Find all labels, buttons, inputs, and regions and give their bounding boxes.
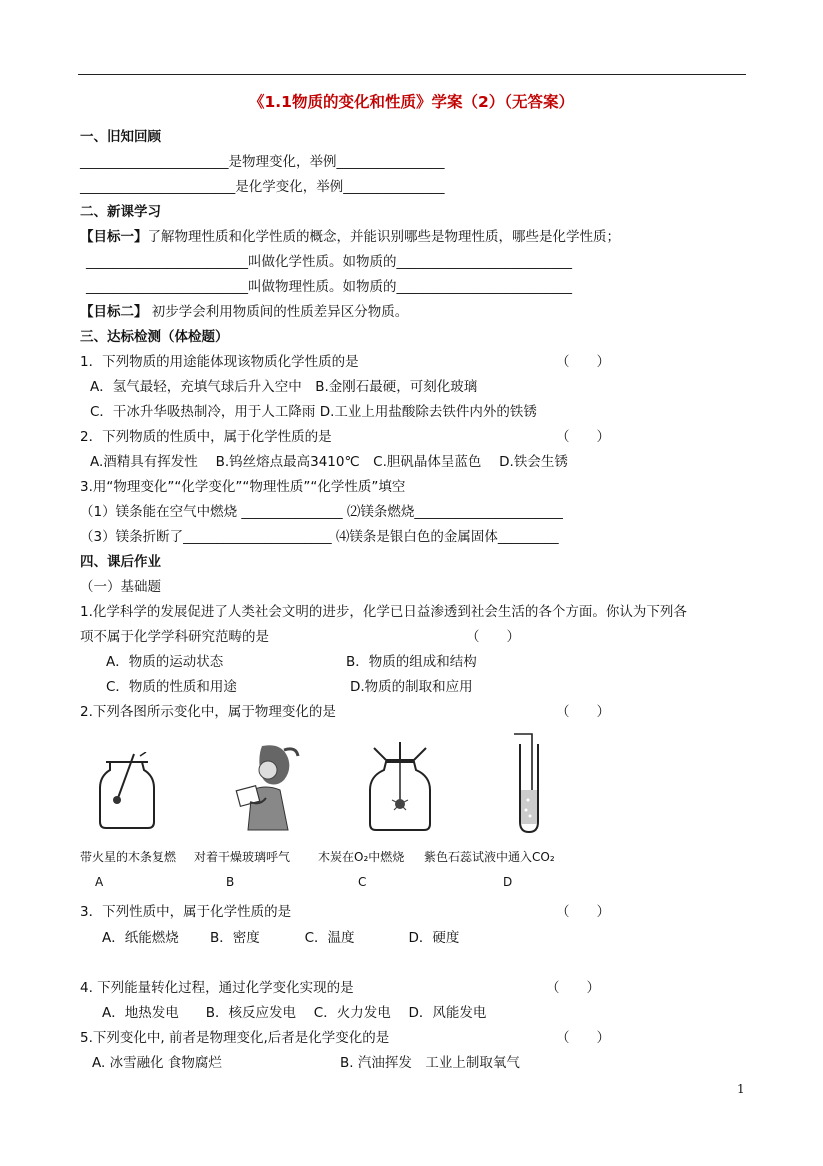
goal-1 (80, 228, 620, 246)
s3-q1: 1．下列物质的用途能体现该物质化学性质的是 (80, 354, 359, 370)
figure-a-splint-jar (92, 752, 162, 832)
s3-q2-paren: （ ） (556, 429, 610, 445)
section-1-heading: 一、旧知回顾 (80, 129, 161, 145)
s4-q5: 5.下列变化中, 前者是物理变化,后者是化学变化的是 (80, 1030, 390, 1046)
s4-q1-option-d: D.物质的制取和应用 (350, 679, 473, 695)
figure-b-caption: 对着干燥玻璃呼气 (194, 850, 291, 864)
s3-q3: 3.用“物理变化”“化学变化”“物理性质”“化学性质”填空 (80, 479, 406, 495)
goal-1-text: 了解物理性质和化学性质的概念，并能识别哪些是物理性质，哪些是化学性质； (147, 229, 620, 245)
s4-q1-line-1: 1.化学科学的发展促进了人类社会文明的进步，化学已日益渗透到社会生活的各个方面。你认为下列各 (80, 604, 687, 620)
s4-q2-paren: （ ） (556, 704, 610, 720)
s3-q1-options-cd: C．干冰升华吸热制冷，用于人工降雨 D.工业上用盐酸除去铁件内外的铁锈 (90, 404, 537, 420)
figure-c-caption: 木炭在O₂中燃烧 (318, 850, 405, 864)
goal-2-text: 初步学会利用物质间的性质差异区分物质。 (147, 304, 409, 320)
s1-line-1: ______________________是物理变化，举例________________ (80, 154, 445, 170)
top-rule (78, 74, 746, 75)
s4-q1-option-b: B．物质的组成和结构 (346, 654, 477, 670)
s4-subheading: （一）基础题 (80, 579, 161, 595)
s2-line-2: ________________________叫做物理性质。如物质的__________________________ (86, 279, 572, 295)
goal-1-label: 【目标一】 (80, 229, 148, 245)
s4-q4-paren: （ ） (546, 980, 600, 996)
s3-q2: 2．下列物质的性质中，属于化学性质的是 (80, 429, 332, 445)
s4-q5-paren: （ ） (556, 1030, 610, 1046)
figure-a-caption: 带火星的木条复燃 (80, 850, 177, 864)
s3-q2-options: A.酒精具有挥发性 B.钨丝熔点最高3410℃ C.胆矾晶体呈蓝色 D.铁会生锈 (90, 454, 568, 470)
s4-q4: 4. 下列能量转化过程，通过化学变化实现的是 (80, 980, 354, 996)
figure-d-caption: 紫色石蕊试液中通入CO₂ (424, 850, 555, 864)
page-title: 《1.1物质的变化和性质》学案（2）（无答案） (249, 93, 574, 111)
s4-q1-line-2: 项不属于化学学科研究范畴的是 (80, 629, 269, 645)
s4-q5-option-a: A. 冰雪融化 食物腐烂 (92, 1055, 222, 1071)
s4-q1-option-a: A．物质的运动状态 (106, 654, 224, 670)
figure-a-letter: A (95, 875, 104, 889)
s3-q3-items-3-4: （3）镁条折断了______________________ ⑷镁条是银白色的金属固体_________ (80, 529, 559, 545)
s4-q1-option-c: C．物质的性质和用途 (106, 679, 237, 695)
section-2-heading: 二、新课学习 (80, 204, 161, 220)
s4-q3-options: A．纸能燃烧 B．密度 C．温度 D．硬度 (102, 930, 460, 946)
s4-q4-options: A．地热发电 B．核反应发电 C．火力发电 D．风能发电 (102, 1005, 487, 1021)
s4-q2: 2.下列各图所示变化中，属于物理变化的是 (80, 704, 336, 720)
section-4-heading: 四、课后作业 (80, 554, 161, 570)
figure-c-letter: C (358, 875, 367, 889)
s4-q3: 3．下列性质中，属于化学性质的是 (80, 904, 292, 920)
s4-q3-paren: （ ） (556, 904, 610, 920)
s1-line-2: _______________________是化学变化，举例_______________ (80, 179, 445, 195)
figure-c-charcoal-jar (360, 740, 440, 835)
s2-line-1: ________________________叫做化学性质。如物质的__________________________ (86, 254, 572, 270)
s3-q1-paren: （ ） (556, 354, 610, 370)
figure-b-breathing-girl (222, 740, 307, 835)
figure-d-test-tube (510, 730, 550, 835)
s4-q5-option-b: B. 汽油挥发 工业上制取氧气 (340, 1055, 520, 1071)
goal-2-label: 【目标二】 (80, 304, 148, 320)
section-3-heading: 三、达标检测（体检题） (80, 329, 229, 345)
s4-q1-paren: （ ） (466, 629, 520, 645)
page-number: 1 (737, 1082, 745, 1096)
goal-2 (80, 303, 408, 321)
figure-b-letter: B (226, 875, 235, 889)
s3-q3-items-1-2: （1）镁条能在空气中燃烧 _______________ ⑵镁条燃烧______________________ (80, 504, 563, 520)
s3-q1-options-ab: A．氢气最轻，充填气球后升入空中 B.金刚石最硬，可刻化玻璃 (90, 379, 478, 395)
figure-d-letter: D (503, 875, 513, 889)
